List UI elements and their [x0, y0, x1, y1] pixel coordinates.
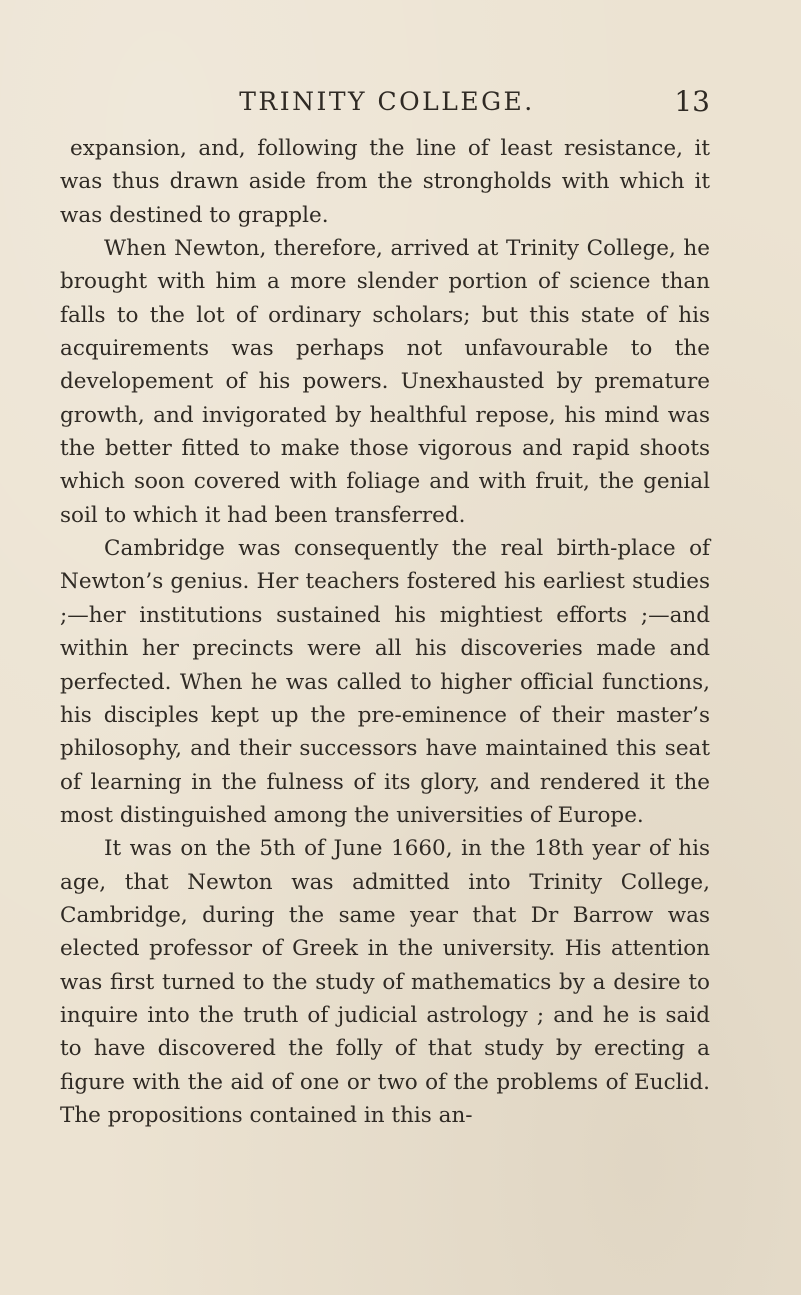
- running-title: TRINITY COLLEGE.: [239, 87, 535, 116]
- paragraph-1: expansion, and, following the line of least resistance, it was thus drawn aside from the strongholds with which it was destined to grapple.: [60, 136, 710, 228]
- paragraph-3: Cambridge was consequently the real birth-place of Newton’s genius. Her teachers fostered his earliest studies ;—her institutions sustained his mightiest efforts ;—and within her precincts were all his discoveries made and perfected. When he was called to higher official functions, his disciples kept up the pre-eminence of their master’s philosophy, and their successors have maintained this seat of learning in the fulness of its glory, and rendered it the most distinguished among the universities of Europe.: [60, 536, 710, 828]
- paragraph-2: When Newton, therefore, arrived at Trinity College, he brought with him a more slender portion of science than falls to the lot of ordinary scholars; but this state of his acquirements was perhaps not unfavourable to the developement of his powers. Unexhausted by premature growth, and invigorated by healthful repose, his mind was the better fitted to make those vigorous and rapid shoots which soon covered with foliage and with fruit, the genial soil to which it had been transferred.: [60, 236, 710, 528]
- body-text: [60, 132, 710, 1132]
- running-head: [64, 82, 710, 122]
- page-number: 13: [674, 85, 710, 118]
- paragraph-4: It was on the 5th of June 1660, in the 18th year of his age, that Newton was admitted into Trinity College, Cambridge, during the same year that Dr Barrow was elected professor of Greek in the university. His attention was first turned to the study of mathematics by a desire to inquire into the truth of judicial astrology ; and he is said to have discovered the folly of that study by erecting a figure with the aid of one or two of the problems of Euclid. The propositions contained in this an-: [60, 836, 710, 1128]
